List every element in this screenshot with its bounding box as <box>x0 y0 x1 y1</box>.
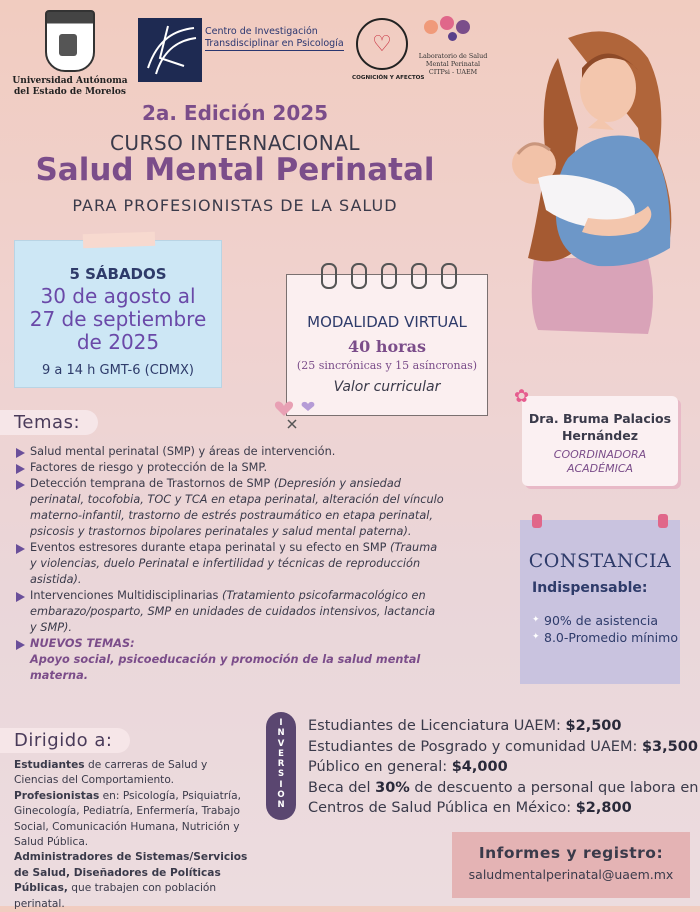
requirement-attendance: ✦ 90% de asistencia <box>532 612 682 629</box>
tema-item: Intervenciones Multidisciplinarias (Tratamiento psicofarmacológico en embarazo/posparto, SMP en unidades de cuidados intensivos, lactancia y SMP). <box>14 588 444 636</box>
coordinator-role-line1: COORDINADORA <box>553 448 647 461</box>
constancia-heading: CONSTANCIA <box>528 550 672 572</box>
requirement-grade: ✦ 8.0-Promedio mínimo <box>532 629 682 646</box>
constancia-card <box>520 520 680 684</box>
coordinator-name-line1: Dra. Bruma Palacios <box>528 411 672 426</box>
tema-item: Salud mental perinatal (SMP) y áreas de intervención. <box>14 444 444 460</box>
tema-item: Factores de riesgo y protección de la SMP. <box>14 460 444 476</box>
family-dots-icon <box>418 16 488 46</box>
dates-line1: 30 de agosto al <box>40 284 196 308</box>
lab-line2: Mental Perinatal <box>425 60 481 68</box>
hours-total: 40 horas <box>348 337 426 356</box>
tema-item: Eventos estresores durante etapa perinatal y su efecto en SMP (Trauma y violencias, duelo Perinatal e infertilidad y técnicas de reproducción asistida). <box>14 540 444 588</box>
lab-logo <box>418 16 488 76</box>
contact-card <box>452 832 690 898</box>
lab-line3: CITPsi - UAEM <box>428 68 478 76</box>
temas-heading: Temas: <box>0 410 98 435</box>
audience-text <box>14 758 254 912</box>
price-undergrad: Estudiantes de Licenciatura UAEM: $2,500 <box>308 718 622 734</box>
uaem-name: Universidad Autónoma del Estado de Morelos <box>12 76 128 97</box>
tape-decoration <box>83 232 155 249</box>
calendar-rings-icon <box>313 263 463 287</box>
sessions-count: 5 SÁBADOS <box>69 265 167 283</box>
course-subtitle: PARA PROFESIONISTAS DE LA SALUD <box>72 196 398 215</box>
valor-curricular: Valor curricular <box>333 379 441 395</box>
hours-detail: (25 sincrónicas y 15 asíncronas) <box>296 359 478 372</box>
citpsi-mark-icon <box>138 18 202 82</box>
course-title: Salud Mental Perinatal <box>35 152 435 188</box>
price-scholarship: Beca del 30% de descuento a personal que labora en Centros de Salud Pública en México: $2,800 <box>308 779 699 816</box>
edition-title: 2a. Edición 2025 <box>141 101 329 125</box>
price-list <box>308 716 700 819</box>
cognicion-text: COGNICIÓN Y AFECTOS <box>352 75 425 81</box>
price-grad: Estudiantes de Posgrado y comunidad UAEM: $3,500 <box>308 738 698 755</box>
schedule-time: 9 a 14 h GMT-6 (CDMX) <box>41 363 195 378</box>
clip-icon <box>658 514 668 528</box>
uaem-shield-icon <box>45 10 95 72</box>
citpsi-line1: Centro de Investigación <box>205 26 318 37</box>
mother-baby-illustration <box>498 18 698 338</box>
constancia-sub: Indispensable: <box>532 580 648 596</box>
audience-students: Estudiantes de carreras de Salud y Ciencias del Comportamiento. <box>14 759 208 787</box>
coordinator-name-line2: Hernández <box>561 428 639 443</box>
inversion-tab <box>266 712 296 820</box>
coordinator-card <box>514 386 678 486</box>
cognicion-logo <box>352 18 425 81</box>
citpsi-logo <box>138 18 348 82</box>
flower-icon: ✿ <box>514 386 530 407</box>
dirigido-heading: Dirigido a: <box>0 728 130 753</box>
hearts-sparkle-icon <box>272 392 322 432</box>
lab-line1: Laboratorio de Salud <box>418 52 488 60</box>
contact-heading: Informes y registro: <box>478 844 664 862</box>
temas-list <box>14 444 444 684</box>
citpsi-line2: Transdisciplinar en Psicología <box>205 38 344 49</box>
audience-administrators: Administradores de Sistemas/Servicios de Salud, Diseñadores de Políticas Públicas, que trabajen con población perinatal. <box>14 851 248 910</box>
new-topics-label: NUEVOS TEMAS: <box>14 636 444 652</box>
coordinator-role-line2: ACADÉMICA <box>566 462 634 475</box>
uaem-logo <box>10 10 130 98</box>
audience-professionals: Profesionistas en: Psicología, Psiquiatría, Ginecología, Pediatría, Enfermería, Trabajo Social, Comunicación Humana, Nutrición y Salud Pública. <box>14 789 241 849</box>
dates-line2: 27 de septiembre <box>29 307 207 331</box>
course-type: CURSO INTERNACIONAL <box>109 131 361 155</box>
price-public: Público en general: $4,000 <box>308 759 508 775</box>
clip-icon <box>532 514 542 528</box>
inversion-label: I N V E R S I O N <box>277 718 285 811</box>
tema-item: Detección temprana de Trastornos de SMP (Depresión y ansiedad perinatal, tocofobia, TOC y TCA en etapa perinatal, alteración del vínculo materno-infantil, trastorno de estrés postraumático en etapa perinatal, psicosis y trastornos bipolares perinatales y salud mental paterna). <box>14 476 444 540</box>
heart-brain-icon: ♡ <box>356 18 408 70</box>
contact-email[interactable]: saludmentalperinatal@uaem.mx <box>468 867 674 882</box>
modalidad-label: MODALIDAD VIRTUAL <box>307 313 467 331</box>
dates-line3: de 2025 <box>76 330 160 354</box>
schedule-card <box>14 240 222 388</box>
new-topics-body: Apoyo social, psicoeducación y promoción de la salud mental materna. <box>30 653 421 682</box>
